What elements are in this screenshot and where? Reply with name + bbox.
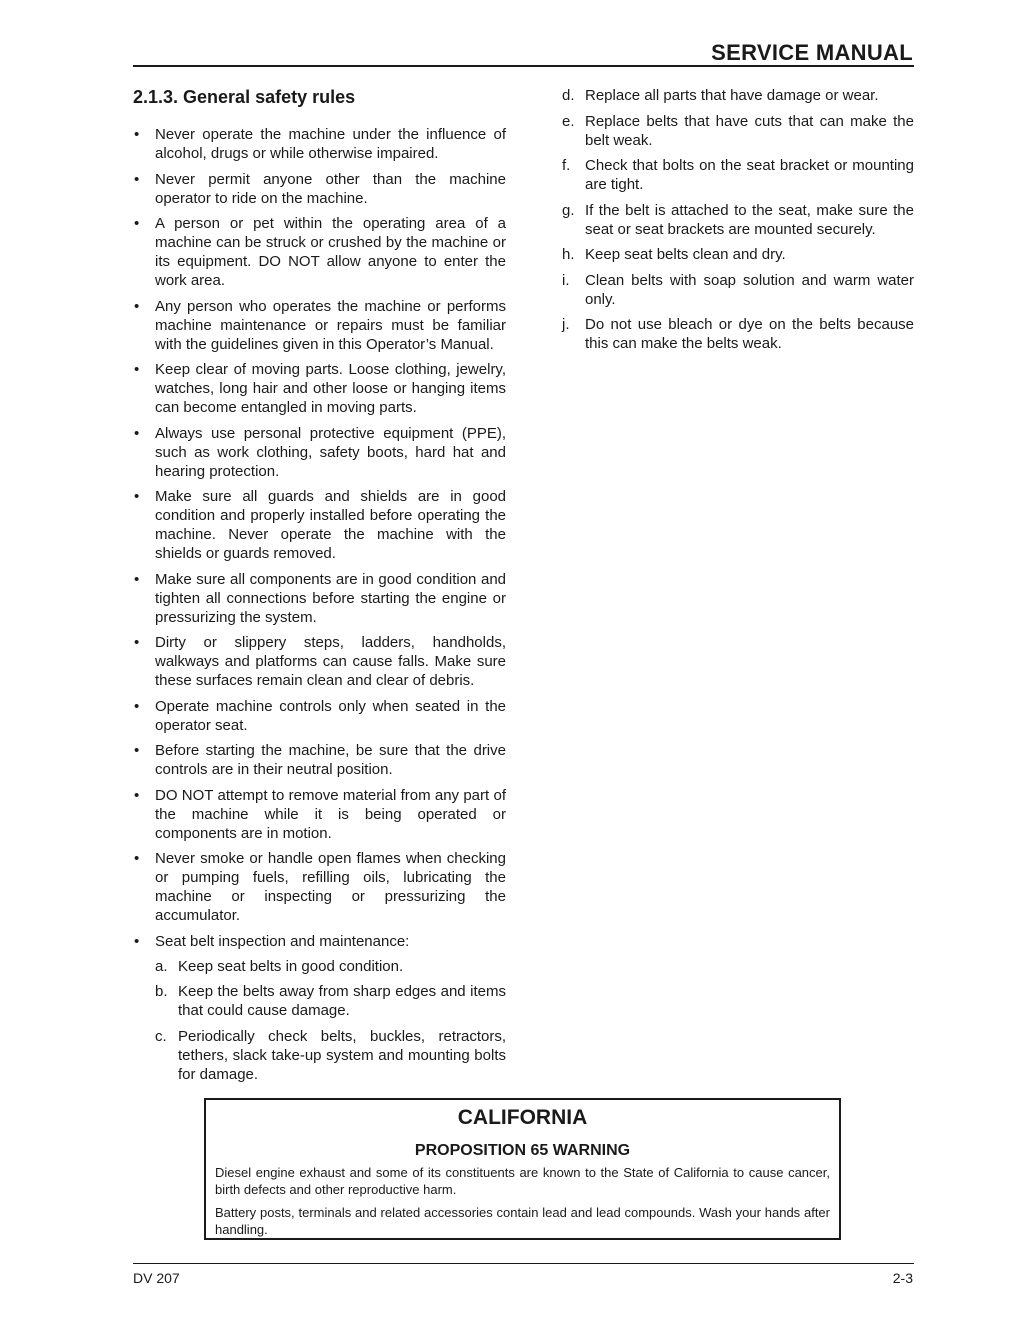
- sub-list-item: [562, 156, 914, 194]
- warning-paragraph: Diesel engine exhaust and some of its constituents are known to the State of California to cause cancer, birth defects and other reproductive harm.: [215, 1165, 830, 1197]
- sub-list-text: Keep seat belts clean and dry.: [585, 246, 786, 263]
- safety-rules-list: [133, 125, 506, 1084]
- footer-divider: [133, 1263, 914, 1264]
- sub-list-marker: b.: [155, 983, 168, 1000]
- list-item: • Make sure all components are in good condition and tighten all connections before starting the engine or pressurizing the system.: [133, 570, 506, 627]
- sub-list-item: [562, 86, 914, 105]
- sub-list-marker: d.: [562, 87, 575, 104]
- warning-title: CALIFORNIA: [457, 1106, 588, 1129]
- warning-paragraph: Battery posts, terminals and related accessories contain lead and lead compounds. Wash your hands after handling.: [215, 1205, 830, 1237]
- sub-list-text: Replace belts that have cuts that can make the belt weak.: [585, 112, 914, 149]
- sub-list-item: [155, 957, 506, 976]
- left-column: [133, 86, 506, 1090]
- sub-list-text: Check that bolts on the seat bracket or mounting are tight.: [585, 157, 914, 193]
- sub-list-marker: c.: [155, 1027, 167, 1045]
- sub-list-text: If the belt is attached to the seat, make sure the seat or seat brackets are mounted securely.: [585, 201, 914, 238]
- list-item: • Before starting the machine, be sure that the drive controls are in their neutral position.: [133, 741, 506, 779]
- section-title: 2.1.3. General safety rules: [133, 87, 356, 107]
- seat-belt-sublist: [155, 957, 506, 1084]
- list-item: • DO NOT attempt to remove material from any part of the machine while it is being operated or components are in motion.: [133, 786, 506, 843]
- document-code: DV 207: [133, 1270, 180, 1286]
- list-item: • A person or pet within the operating area of a machine can be struck or crushed by the machine or its equipment. DO NOT allow anyone to enter the work area.: [133, 214, 506, 290]
- sub-list-marker: h.: [562, 246, 575, 263]
- list-item: • Operate machine controls only when seated in the operator seat.: [133, 697, 506, 735]
- sub-list-marker: i.: [562, 271, 570, 289]
- warning-subtitle: PROPOSITION 65 WARNING: [414, 1142, 631, 1159]
- list-item: • Dirty or slippery steps, ladders, handholds, walkways and platforms can cause falls. Make sure these surfaces remain clean and clear of debris.: [133, 633, 506, 690]
- sub-list-marker: e.: [562, 112, 575, 130]
- sub-list-item: [155, 982, 506, 1020]
- sub-list-marker: f.: [562, 157, 571, 174]
- list-item: • Any person who operates the machine or performs machine maintenance or repairs must be familiar with the guidelines given in this Operator’s Manual.: [133, 297, 506, 354]
- sub-list-text: Periodically check belts, buckles, retractors, tethers, slack take-up system and mounting bolts for damage.: [178, 1027, 506, 1083]
- sub-list-item: [562, 245, 914, 264]
- sub-list-marker: g.: [562, 201, 575, 219]
- sub-list-text: Clean belts with soap solution and warm water only.: [585, 271, 914, 308]
- list-item: • Make sure all guards and shields are in good condition and properly installed before operating the machine. Never operate the machine with the shields or guards removed.: [133, 487, 506, 563]
- page-header-title: SERVICE MANUAL: [711, 40, 913, 65]
- prop65-warning-box: [204, 1098, 841, 1240]
- sub-list-text: Keep seat belts in good condition.: [178, 957, 404, 975]
- seat-belt-heading: Seat belt inspection and maintenance:: [155, 932, 410, 950]
- list-item: • Never smoke or handle open flames when checking or pumping fuels, refilling oils, lubricating the machine or inspecting or pressurizing the accumulator.: [133, 849, 506, 925]
- sub-list-item: [562, 271, 914, 309]
- sub-list-item: [155, 1027, 506, 1084]
- page-number: 2-3: [892, 1270, 913, 1286]
- list-item: • Keep clear of moving parts. Loose clothing, jewelry, watches, long hair and other loose or hanging items can become entangled in moving parts.: [133, 360, 506, 417]
- sub-list-marker: a.: [155, 957, 168, 975]
- sub-list-item: [562, 201, 914, 239]
- list-item: • Always use personal protective equipment (PPE), such as work clothing, safety boots, hard hat and hearing protection.: [133, 424, 506, 481]
- sub-list-item: [562, 112, 914, 150]
- list-item: • Never permit anyone other than the machine operator to ride on the machine.: [133, 170, 506, 208]
- sub-list-text: Keep the belts away from sharp edges and items that could cause damage.: [178, 983, 506, 1019]
- sub-list-text: Do not use bleach or dye on the belts because this can make the belts weak.: [585, 316, 914, 352]
- header-divider: [133, 65, 914, 67]
- seat-belt-list-item: [133, 932, 506, 1084]
- sub-list-item: [562, 315, 914, 353]
- sub-list-text: Replace all parts that have damage or wear.: [585, 87, 879, 104]
- list-item: • Never operate the machine under the influence of alcohol, drugs or while otherwise impaired.: [133, 125, 506, 163]
- sub-list-marker: j.: [562, 316, 570, 333]
- right-column: [562, 86, 914, 360]
